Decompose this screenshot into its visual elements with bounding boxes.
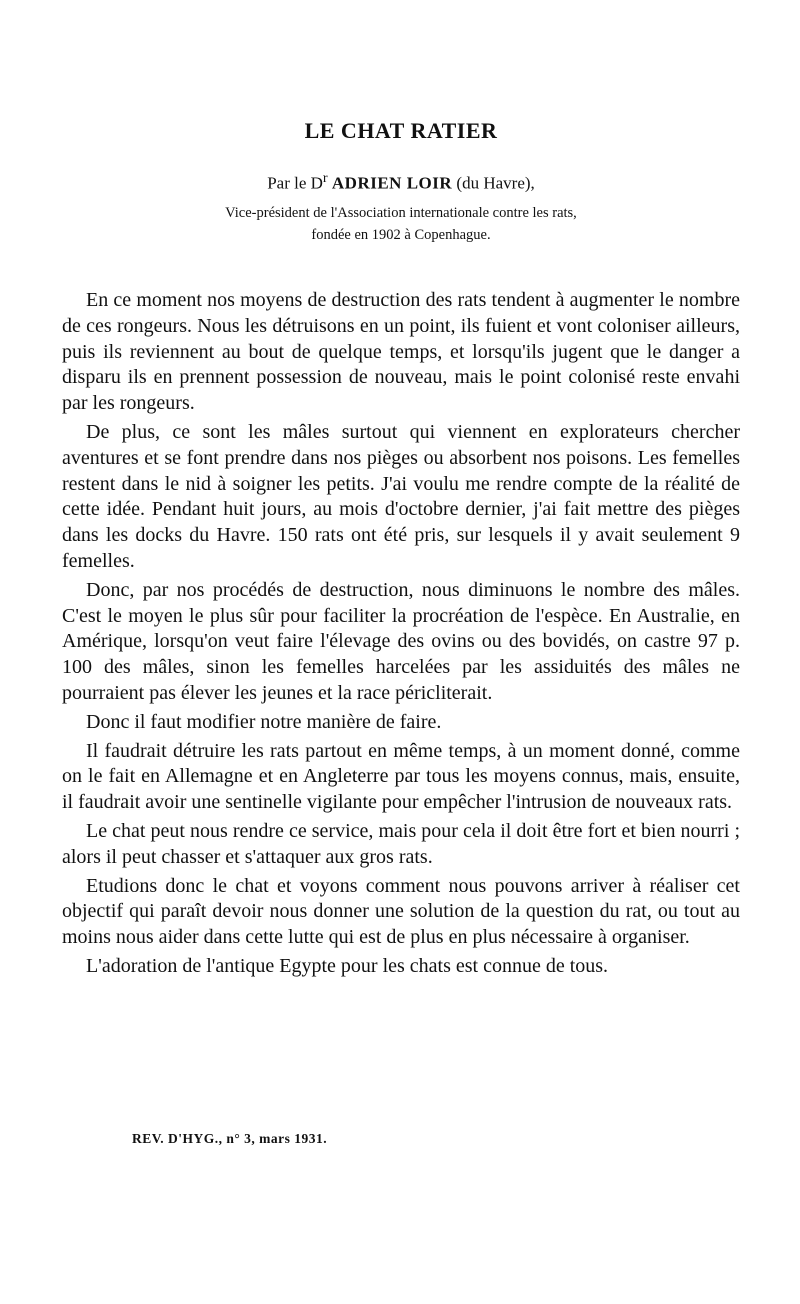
article-byline [62, 170, 740, 194]
paragraph: Donc il faut modifier notre manière de faire. [86, 710, 442, 733]
paragraph: Donc, par nos procédés de destruction, nous diminuons le nombre des mâles. C'est le moyen le plus sûr pour faciliter la procréation de l'espèce. En Australie, en Amérique, lorsqu'on veut faire l'élevage des ovins ou des bovidés, on castre 97 p. 100 des mâles, sinon les femelles harcelées par les assiduités des mâles ne pourraient pas élever les jeunes et la race péricliterait. [62, 578, 740, 704]
journal-citation: REV. D'HYG., n° 3, mars 1931. [132, 1131, 328, 1146]
paragraph: De plus, ce sont les mâles surtout qui viennent en explorateurs chercher aventures et se font prendre dans nos pièges ou absorbent nos poisons. Les femelles restent dans le nid à soigner les petits. J'ai voulu me rendre compte de la réalité de cette idée. Pendant huit jours, au mois d'octobre dernier, j'ai fait mettre des pièges dans les docks du Havre. 150 rats ont été pris, sur lesquels il y avait seulement 9 femelles. [62, 420, 740, 572]
byline-author: ADRIEN LOIR [331, 173, 453, 193]
byline-prefix: Par le D [267, 173, 323, 193]
paragraph: L'adoration de l'antique Egypte pour les chats est connue de tous. [86, 954, 609, 977]
paragraph: Le chat peut nous rendre ce service, mais pour cela il doit être fort et bien nourri ; alors il peut chasser et s'attaquer aux gros rats. [62, 819, 740, 868]
byline-title-sup: r [322, 170, 328, 186]
article-title: LE CHAT RATIER [304, 118, 498, 143]
affiliation-line-1: Vice-président de l'Association internationale contre les rats, [225, 205, 577, 221]
affiliation-line-2: fondée en 1902 à Copenhague. [311, 227, 491, 243]
paragraph: En ce moment nos moyens de destruction des rats tendent à augmenter le nombre de ces rongeurs. Nous les détruisons en un point, ils fuient et vont coloniser ailleurs, puis ils reviennent au bout de quelque temps, et lorsqu'ils jugent que le danger a disparu ils en prennent possession de nouveau, mais le point colonisé reste envahi par les rongeurs. [62, 289, 740, 415]
paragraph: Il faudrait détruire les rats partout en même temps, à un moment donné, comme on le fait en Allemagne et en Angleterre par tous les moyens connus, mais, ensuite, il faudrait avoir une sentinelle vigilante pour empêcher l'intrusion de nouveaux rats. [62, 739, 740, 814]
document-page [62, 0, 740, 1304]
paragraph: Etudions donc le chat et voyons comment nous pouvons arriver à réaliser cet objectif qui paraît devoir nous donner une solution de la question du rat, ou tout au moins nous aider dans cette lutte qui est de plus en plus nécessaire à organiser. [62, 874, 740, 949]
article-body [62, 288, 740, 980]
byline-suffix: (du Havre), [456, 173, 535, 193]
